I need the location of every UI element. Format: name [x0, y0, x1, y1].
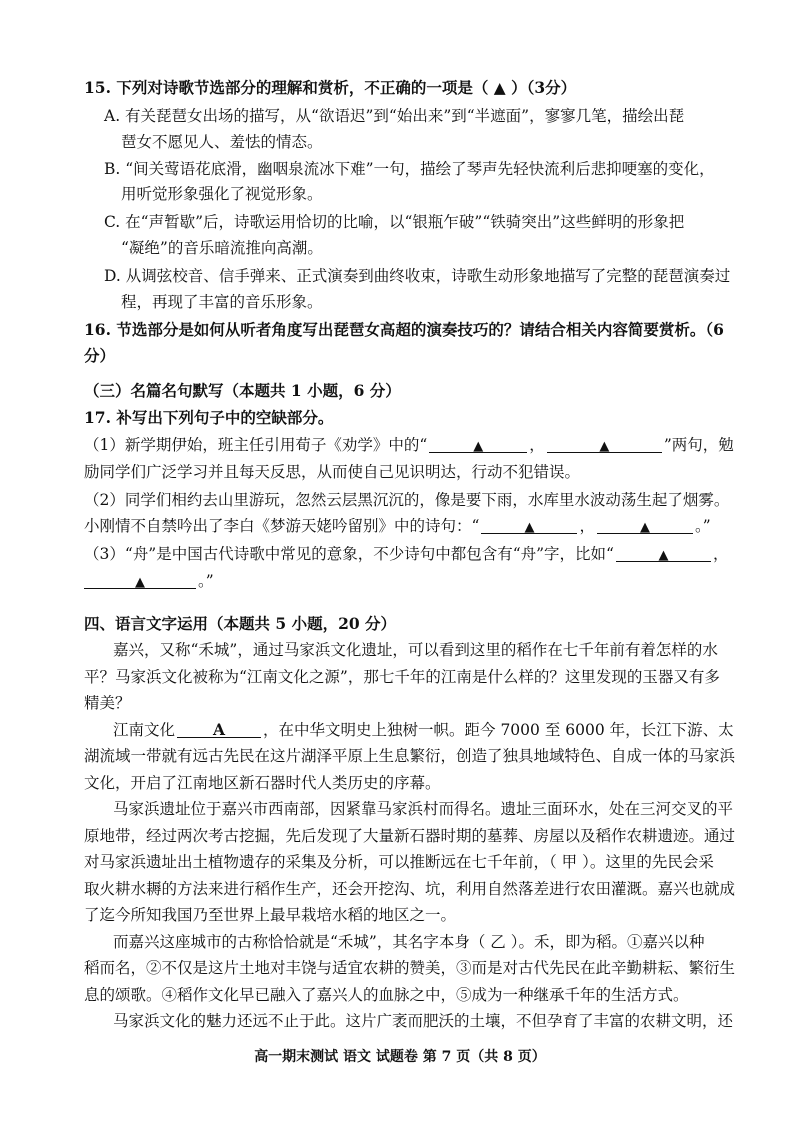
page-footer: 高一期末测试 语文 试题卷 第 7 页（共 8 页） — [254, 1049, 546, 1065]
q15-option-d: D. 从调弦校音、信手弹来、正式演奏到曲终收束，诗歌生动形象地描写了完整的琵琶演奏过 — [104, 267, 731, 285]
passage-p3: 马家浜遗址位于嘉兴市西南部，因紧靠马家浜村而得名。遗址三面环水，处在三河交叉的平 — [113, 800, 734, 818]
q16-stem-cont: 分） — [84, 346, 116, 365]
answer-blank[interactable] — [597, 516, 693, 534]
q15-option-c: C. 在“声暂歇”后，诗歌运用恰切的比喻，以“银瓶乍破”“铁骑突出”这些鲜明的形象把 — [104, 213, 685, 231]
q15-option-d-cont: 程，再现了丰富的音乐形象。 — [121, 293, 323, 311]
answer-blank[interactable] — [84, 571, 196, 589]
answer-blank[interactable] — [481, 516, 577, 534]
passage-p4-cont: 息的颂歌。④稻作文化早已融入了嘉兴人的血脉之中，⑤成为一种继承千年的生活方式。 — [84, 986, 689, 1004]
passage-p5: 马家浜文化的魅力还远不止于此。这片广袤而肥沃的土壤，不但孕育了丰富的农耕文明，还 — [113, 1012, 734, 1030]
triangle-marker-icon: ▲ — [135, 575, 145, 590]
section-3-title: （三）名篇名句默写（本题共 1 小题，6 分） — [84, 381, 401, 400]
passage-p1-cont: 精美？ — [84, 694, 131, 712]
triangle-marker-icon: ▲ — [599, 439, 610, 454]
q15-stem: 15. 下列对诗歌节选部分的理解和赏析，不正确的一项是（ ▲ ）（3分） — [84, 78, 577, 97]
q17-part1: （1）新学期伊始，班主任引用荀子《劝学》中的“ ▲ ， ▲ ”两句，勉 — [84, 436, 734, 454]
passage-p3-cont: 对马家浜遗址出土植物遗存的采集及分析，可以推断远在七千年前，（ 甲 ）。这里的先民会采 — [84, 853, 714, 871]
triangle-marker-icon: ▲ — [639, 520, 650, 535]
q17-part3-cont: ▲ 。” — [84, 571, 214, 591]
triangle-marker-icon: ▲ — [658, 548, 669, 563]
passage-p1: 嘉兴，又称“禾城”，通过马家浜文化遗址，可以看到这里的稻作在七千年前有着怎样的水 — [113, 641, 718, 659]
q16-stem: 16. 节选部分是如何从听者角度写出琵琶女高超的演奏技巧的？请结合相关内容简要赏析。（6 — [84, 320, 724, 339]
q17-part1-cont: 励同学们广泛学习并且每天反思，从而使自己见识明达，行动不犯错误。 — [84, 463, 581, 481]
passage-p4-cont: 稻而名，②不仅是这片土地对丰饶与适宜农耕的赞美，③而是对古代先民在此辛勤耕耘、繁衍生 — [84, 959, 736, 977]
answer-blank[interactable] — [429, 435, 527, 453]
answer-blank[interactable] — [547, 435, 662, 453]
passage-p3-cont: 原地带，经过两次考古挖掘，先后发现了大量新石器时期的墓葬、房屋以及稻作农耕遗迹。通过 — [84, 827, 736, 845]
q15-option-b-cont: 用听觉形象强化了视觉形象。 — [121, 185, 323, 203]
answer-blank[interactable] — [616, 544, 711, 562]
section-4-title: 四、语言文字运用（本题共 5 小题，20 分） — [84, 614, 397, 633]
passage-p3-cont: 了迄今所知我国乃至世界上最早栽培水稻的地区之一。 — [84, 906, 457, 924]
q17-part3: （3）“舟”是中国古代诗歌中常见的意象，不少诗句中都包含有“舟”字，比如“ ▲ ， — [84, 545, 729, 563]
q15-option-a-cont: 琶女不愿见人、羞怯的情态。 — [121, 133, 323, 151]
q15-option-c-cont: “凝绝”的音乐暗流推向高潮。 — [121, 239, 323, 257]
passage-p2: 江南文化 A ，在中华文明史上独树一帜。距今 7000 至 6000 年，长江下游、太 — [113, 720, 734, 739]
passage-p1-cont: 平？马家浜文化被称为“江南文化之源”，那七千年的江南是什么样的？这里发现的玉器又有多 — [84, 668, 720, 686]
triangle-marker-icon: ▲ — [524, 520, 535, 535]
q15-option-a: A. 有关琵琶女出场的描写，从“欲语迟”到“始出来”到“半遮面”，寥寥几笔，描绘出琵 — [104, 107, 685, 125]
q17-part2-cont: 小刚情不自禁吟出了李白《梦游天姥吟留别》中的诗句：“ ▲ ， ▲ 。” — [84, 517, 711, 535]
answer-blank-a[interactable]: A — [177, 720, 261, 738]
q17-part2: （2）同学们相约去山里游玩，忽然云层黑沉沉的，像是要下雨，水库里水波动荡生起了烟雾。 — [84, 491, 730, 509]
passage-p3-cont: 取火耕水耨的方法来进行稻作生产，还会开挖沟、坑，利用自然落差进行农田灌溉。嘉兴也就成 — [84, 880, 736, 898]
passage-p4: 而嘉兴这座城市的古称恰恰就是“禾城”，其名字本身（ 乙 ）。禾，即为稻。①嘉兴以种 — [113, 933, 705, 951]
triangle-marker-icon: ▲ — [473, 439, 484, 454]
q15-option-b: B. “间关莺语花底滑，幽咽泉流冰下难”一句，描绘了琴声先轻快流利后悲抑哽塞的变化， — [104, 160, 715, 178]
q17-stem: 17. 补写出下列句子中的空缺部分。 — [84, 408, 334, 427]
passage-p2-cont: 湖流域一带就有远古先民在这片湖泽平原上生息繁衍，创造了独具地域特色、自成一体的马家浜 — [84, 747, 736, 765]
passage-p2-cont: 文化，开启了江南地区新石器时代人类历史的序幕。 — [84, 774, 441, 792]
